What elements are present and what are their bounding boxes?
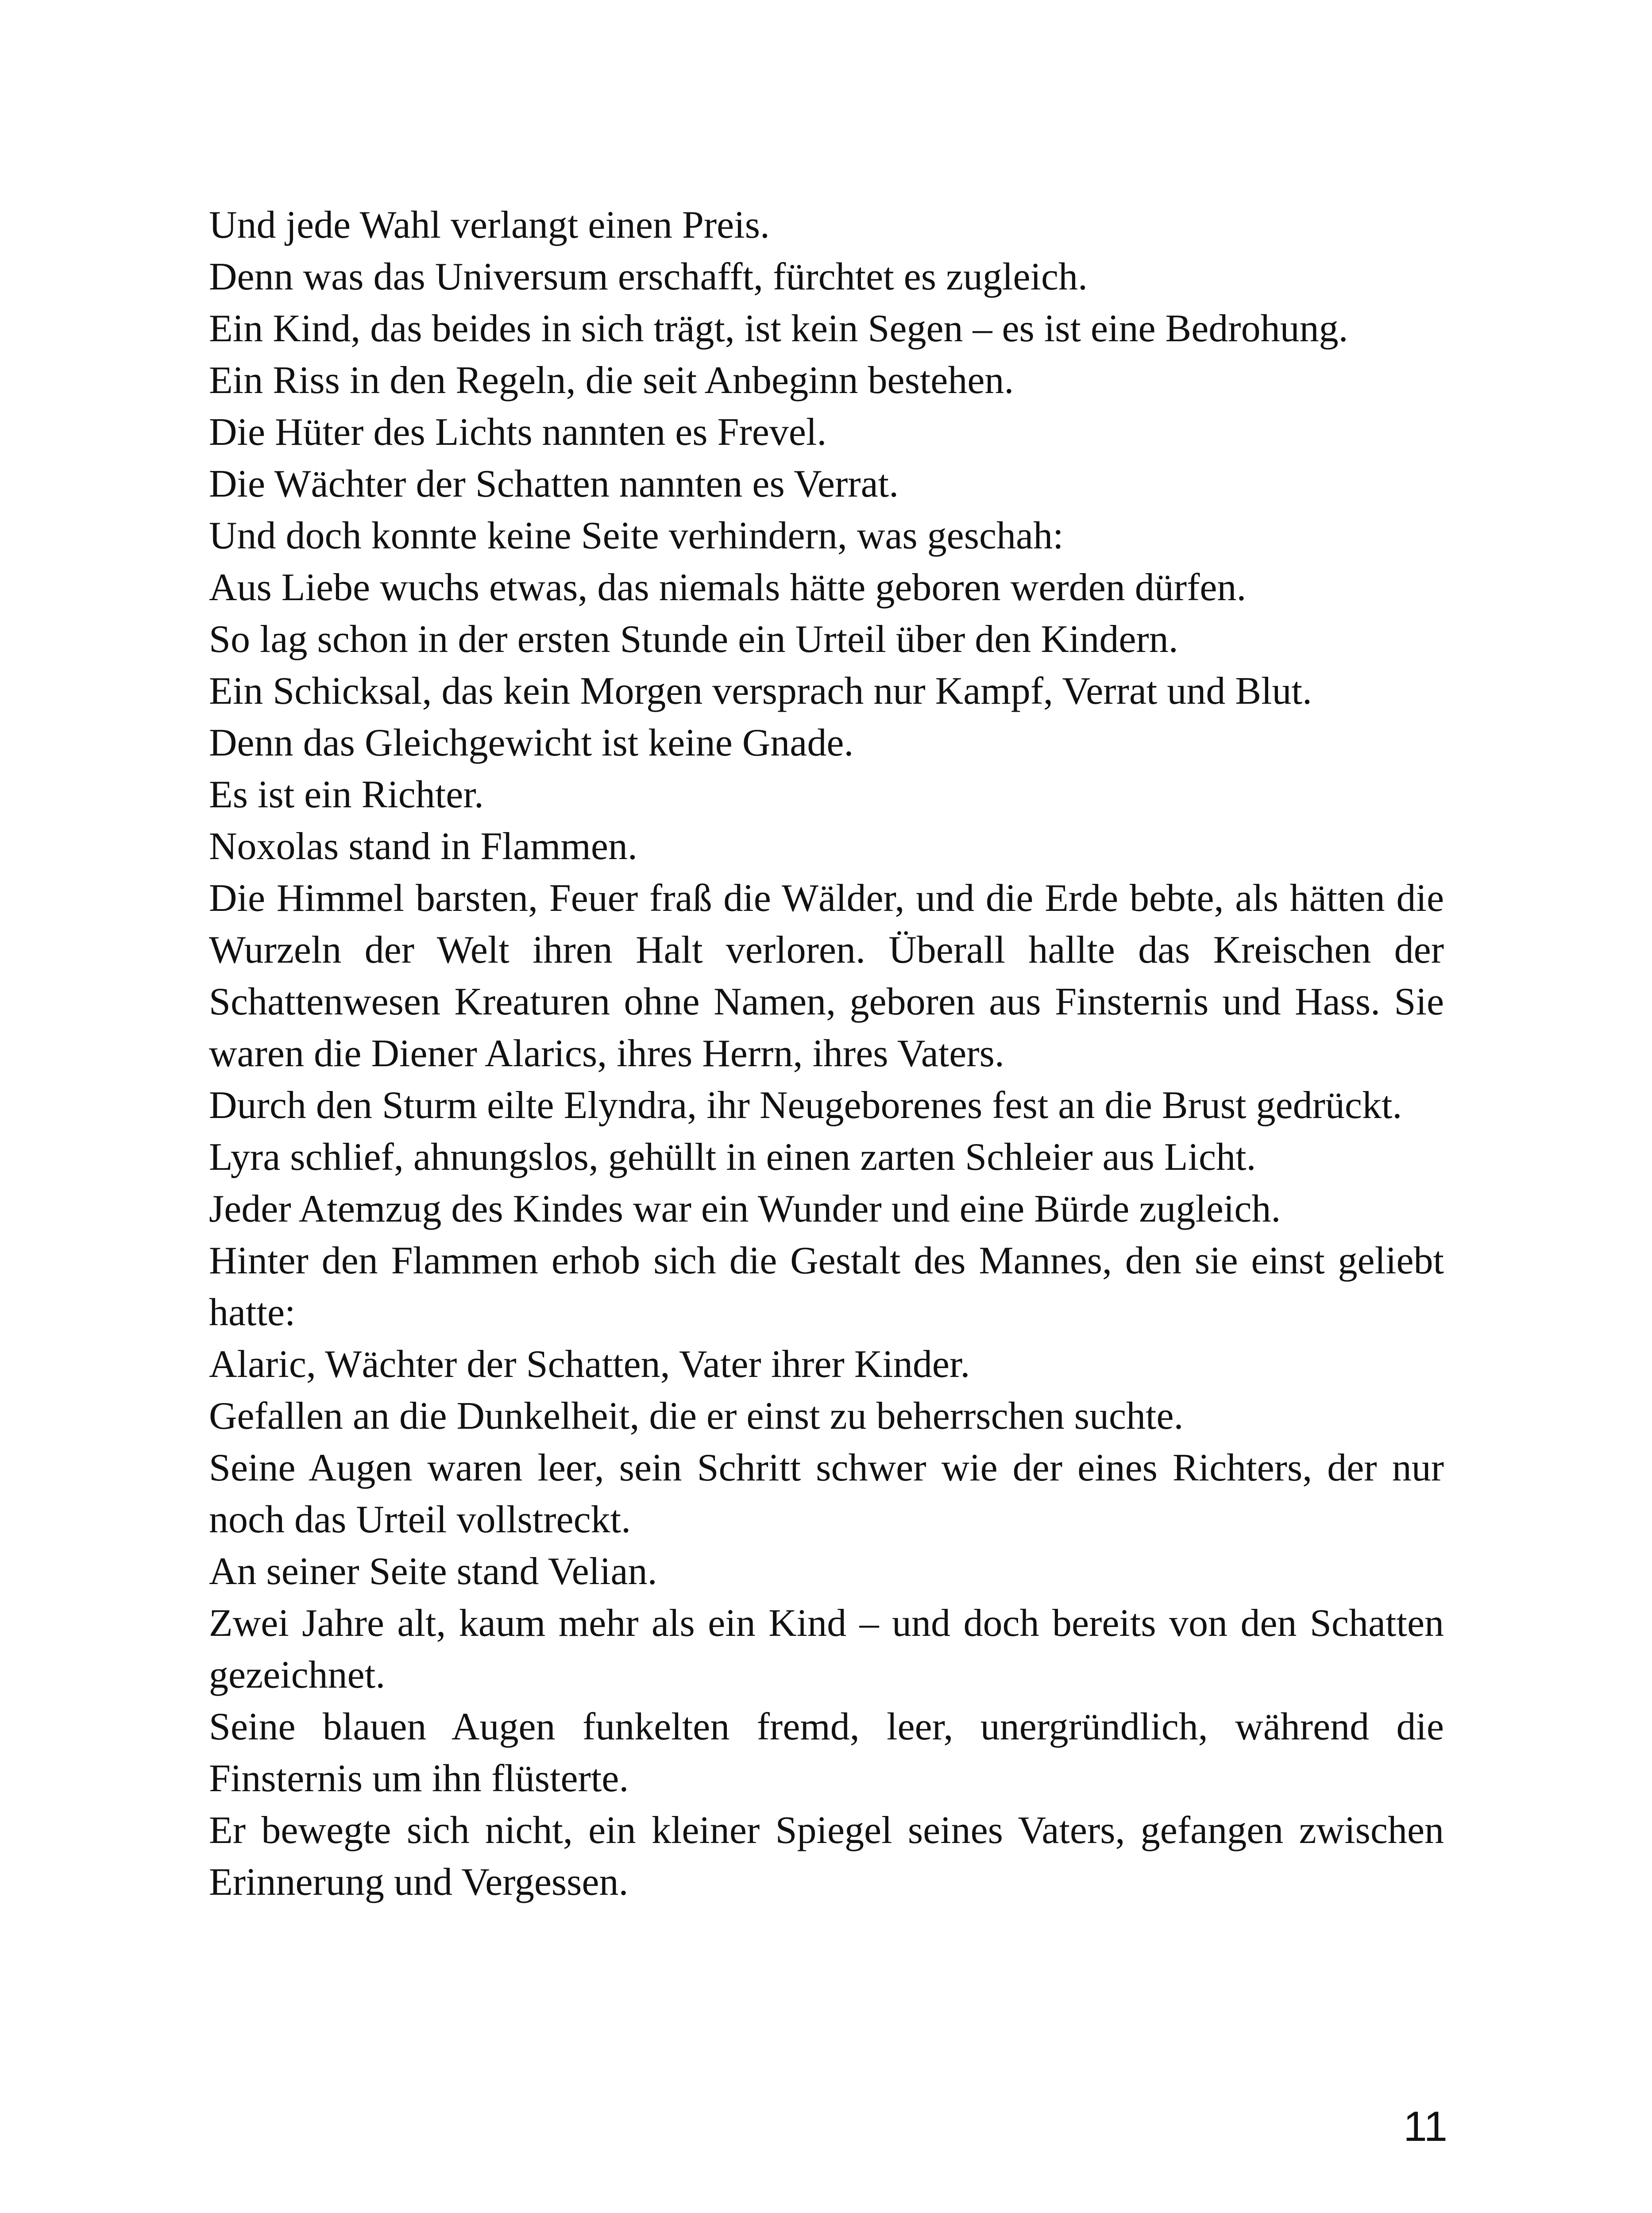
paragraph: Die Wächter der Schatten nannten es Verrat.: [209, 463, 899, 505]
paragraph: Alaric, Wächter der Schatten, Vater ihrer Kinder.: [209, 1343, 970, 1386]
paragraph: Denn was das Universum erschafft, fürchtet es zugleich.: [209, 255, 1088, 298]
paragraph: Jeder Atemzug des Kindes war ein Wunder und eine Bürde zugleich.: [209, 1187, 1281, 1230]
paragraph: Denn das Gleichgewicht ist keine Gnade.: [209, 721, 854, 764]
paragraph: Hinter den Flammen erhob sich die Gestalt des Mannes, den sie einst geliebt hatte:: [209, 1239, 1444, 1334]
paragraph: Noxolas stand in Flammen.: [209, 825, 637, 868]
paragraph: Durch den Sturm eilte Elyndra, ihr Neugeborenes fest an die Brust gedrückt.: [209, 1084, 1402, 1127]
paragraph: Die Hüter des Lichts nannten es Frevel.: [209, 411, 827, 454]
paragraph: Und doch konnte keine Seite verhindern, was geschah:: [209, 514, 1064, 557]
paragraph: Und jede Wahl verlangt einen Preis.: [209, 204, 770, 247]
paragraph: An seiner Seite stand Velian.: [209, 1550, 657, 1593]
paragraph: Ein Schicksal, das kein Morgen versprach nur Kampf, Verrat und Blut.: [209, 670, 1312, 713]
page-number: 11: [1403, 2103, 1447, 2150]
paragraph: Seine blauen Augen funkelten fremd, leer, unergründlich, während die Finsternis um ihn flüsterte.: [209, 1705, 1444, 1800]
paragraph: Ein Kind, das beides in sich trägt, ist kein Segen – es ist eine Bedrohung.: [209, 307, 1348, 350]
paragraph: Aus Liebe wuchs etwas, das niemals hätte geboren werden dürfen.: [209, 566, 1247, 609]
paragraph: Zwei Jahre alt, kaum mehr als ein Kind – und doch bereits von den Schatten gezeichnet.: [209, 1602, 1444, 1696]
paragraph: Gefallen an die Dunkelheit, die er einst zu beherrschen suchte.: [209, 1395, 1184, 1438]
paragraph: Die Himmel barsten, Feuer fraß die Wälder, und die Erde bebte, als hätten die Wurzeln der Welt ihren Halt verloren. Überall hallte das Kreischen der Schattenwesen Kreaturen ohne Namen, geboren aus Finsternis und Hass. Sie waren die Diener Alarics, ihres Herrn, ihres Vaters.: [209, 877, 1444, 1075]
paragraph: Seine Augen waren leer, sein Schritt schwer wie der eines Richters, der nur noch das Urteil vollstreckt.: [209, 1446, 1444, 1541]
paragraph: So lag schon in der ersten Stunde ein Urteil über den Kindern.: [209, 618, 1178, 661]
paragraph: Lyra schlief, ahnungslos, gehüllt in einen zarten Schleier aus Licht.: [209, 1136, 1256, 1179]
paragraph: Ein Riss in den Regeln, die seit Anbeginn bestehen.: [209, 359, 1014, 402]
body-text: [209, 199, 1444, 1908]
paragraph: Er bewegte sich nicht, ein kleiner Spiegel seines Vaters, gefangen zwischen Erinnerung und Vergessen.: [209, 1809, 1444, 1904]
paragraph: Es ist ein Richter.: [209, 773, 484, 816]
